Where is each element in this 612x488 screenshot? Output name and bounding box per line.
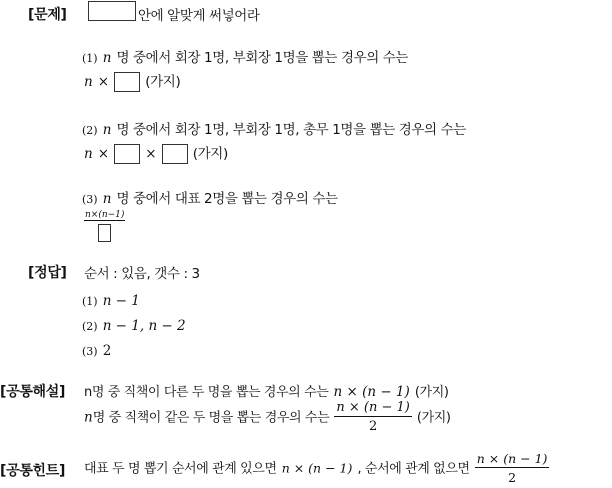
problem-item-2: [82, 118, 466, 138]
item-number: (3): [82, 345, 98, 358]
item-text: 명 중에서 회장 1명, 부회장 1명, 총무 1명을 뽑는 경우의 수는: [116, 122, 466, 138]
variable-n: n: [84, 409, 93, 426]
unit-text: (가지): [414, 385, 449, 400]
times-sign: ×: [145, 146, 157, 162]
answer-box[interactable]: [88, 1, 136, 21]
hint-fraction: [475, 451, 550, 485]
times-sign: ×: [97, 146, 110, 162]
hint-text: , 순서에 관계 없으면: [357, 461, 470, 477]
problem-item-2-expr: [84, 142, 228, 164]
fraction-numerator: n × (n − 1): [476, 451, 548, 466]
fraction-numerator: n × (n − 1): [336, 400, 410, 415]
answer-summary: 순서 : 있음, 갯수 : 3: [84, 266, 200, 282]
item-text: 명 중에서 회장 1명, 부회장 1명을 뽑는 경우의 수는: [116, 50, 409, 66]
item-number: (1): [82, 295, 98, 308]
answer-label: [정답]: [28, 265, 67, 281]
problem-item-1-expr: [84, 70, 180, 92]
unit-text: (가지): [416, 410, 451, 426]
times-sign: ×: [97, 74, 110, 90]
fraction-denominator: 2: [508, 470, 517, 485]
variable-n: n: [84, 74, 93, 90]
answer-item-2: [82, 315, 186, 334]
fraction-denominator: 2: [368, 419, 378, 434]
answer-box[interactable]: [162, 144, 188, 164]
answer-item-1: [82, 290, 140, 309]
explanation-line-1: [84, 381, 449, 400]
hint-line: [84, 451, 549, 485]
answer-box[interactable]: [114, 72, 140, 92]
answer-item-3: [82, 340, 111, 359]
variable-n: n: [102, 50, 112, 66]
unit-text: (가지): [145, 74, 181, 90]
item-number: (1): [82, 52, 98, 65]
hint-label: [공통힌트]: [0, 463, 66, 479]
item-text: 명 중에서 대표 2명을 뽑는 경우의 수는: [116, 191, 338, 207]
item-number: (2): [82, 124, 98, 137]
hint-text: 대표 두 명 뽑기 순서에 관계 있으면: [84, 461, 277, 477]
variable-n: n: [102, 122, 112, 138]
problem-instruction: 안에 알맞게 써넣어라: [138, 8, 260, 24]
explanation-text: 명 중 직책이 같은 두 명을 뽑는 경우의 수는: [92, 410, 330, 426]
problem-item-1: [82, 46, 408, 66]
problem-label: [문제]: [28, 7, 67, 23]
variable-n: n: [102, 191, 112, 207]
answer-value: n − 1, n − 2: [102, 318, 186, 334]
answer-box[interactable]: [98, 224, 111, 242]
problem-item-3: [82, 187, 338, 207]
explanation-line-2: [84, 400, 451, 434]
unit-text: (가지): [192, 146, 228, 162]
variable-n: n: [84, 146, 93, 162]
answer-box[interactable]: [114, 144, 140, 164]
hint-expression: n × (n − 1): [281, 460, 353, 476]
explanation-fraction: [334, 400, 411, 434]
problem-item-3-fraction: [84, 210, 125, 242]
item-number: (2): [82, 320, 98, 333]
explanation-text: n명 중 직책이 다른 두 명을 뽑는 경우의 수는: [84, 385, 329, 400]
item-number: (3): [82, 193, 98, 206]
answer-value: 2: [102, 343, 112, 359]
explanation-expression: n × (n − 1): [333, 384, 410, 400]
fraction-numerator: n×(n−1): [85, 210, 125, 220]
explanation-label: [공통해설]: [0, 384, 66, 400]
answer-value: n − 1: [102, 293, 140, 309]
